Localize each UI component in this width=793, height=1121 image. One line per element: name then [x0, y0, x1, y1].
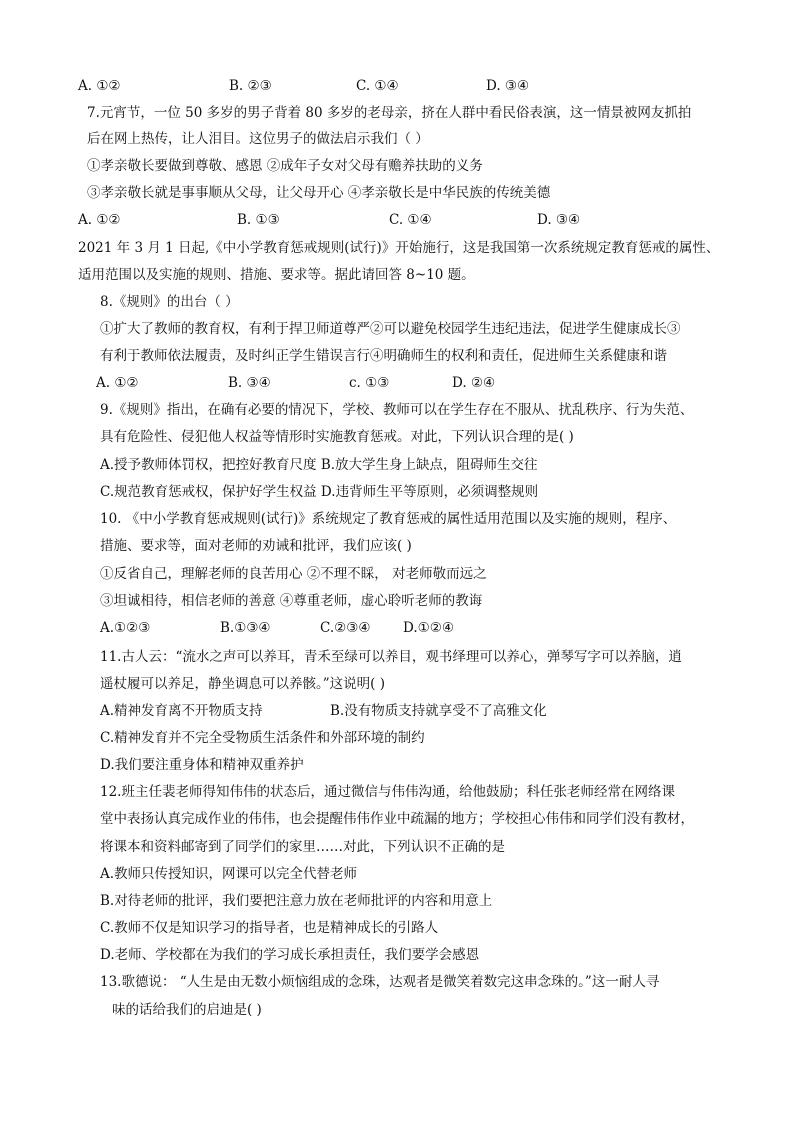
q9-options-line2: C.规范教育惩戒权，保护好学生权益 D.违背师生平等原则，必须调整规则	[100, 484, 539, 500]
q12-option-c: C.教师不仅是知识学习的指导者，也是精神成长的引路人	[100, 920, 439, 936]
q8-statements-line2: 有利于教师依法履责，及时纠正学生错误言行④明确师生的权利和责任，促进师生关系健康和谐	[100, 348, 667, 364]
q11-option-c: C.精神发育并不完全受物质生活条件和外部环境的制约	[100, 730, 425, 746]
q12-option-d: D.老师、学校都在为我们的学习成长承担责任，我们要学会感恩	[100, 947, 480, 963]
q9-stem-line2: 具有危险性、侵犯他人权益等情形时实施教育惩戒。对此，下列认识合理的是( )	[100, 429, 574, 445]
q11-stem-line1: 11.古人云：“流水之声可以养耳，青禾至绿可以养目，观书绎理可以养心，弹琴写字可以养脑，逍	[100, 649, 682, 665]
q9-stem-line1: 9.《规则》指出，在确有必要的情况下，学校、教师可以在学生存在不服从、扰乱秩序、行为失范、	[100, 402, 694, 418]
q7-statements-line1: ①孝亲敬长要做到尊敬、感恩 ②成年子女对父母有赡养扶助的义务	[87, 158, 483, 174]
q7-option-b: B. ①③	[237, 212, 280, 228]
q7-option-a: A. ①②	[78, 212, 121, 228]
q8-statements-line1: ①扩大了教师的教育权，有利于捍卫师道尊严②可以避免校园学生违纪违法，促进学生健康成长③	[100, 321, 681, 337]
q8-option-b: B. ③④	[228, 375, 271, 391]
q10-stem-line1: 10. 《中小学教育惩戒规则(试行)》系统规定了教育惩戒的属性适用范围以及实施的规则，程序、	[100, 511, 677, 527]
q6-option-b: B. ②③	[229, 78, 272, 94]
q6-option-d: D. ③④	[486, 78, 530, 94]
q7-option-c: C. ①④	[389, 212, 432, 228]
q8-stem: 8.《规则》的出台（ ）	[100, 294, 239, 310]
q8-option-a: A. ①②	[96, 375, 139, 391]
q10-option-c: C.②③④	[320, 620, 371, 636]
q11-stem-line2: 遥杖履可以养足，静坐调息可以养骸。”这说明( )	[100, 676, 385, 692]
q10-option-d: D.①②④	[403, 620, 454, 636]
q11-option-d: D.我们要注重身体和精神双重养护	[100, 757, 304, 773]
q6-option-a: A. ①②	[78, 78, 121, 94]
q13-stem-line2: 味的话给我们的启迪是( )	[112, 1002, 262, 1018]
q12-option-b: B.对待老师的批评，我们要把注意力放在老师批评的内容和用意上	[100, 893, 493, 909]
q11-option-a: A.精神发育离不开物质支持	[100, 703, 263, 719]
q9-options-line1: A.授予教师体罚权，把控好教育尺度 B.放大学生身上缺点，阻碍师生交往	[100, 457, 538, 473]
q11-option-b: B.没有物质支持就享受不了高雅文化	[330, 703, 547, 719]
q8-option-d: D. ②④	[452, 375, 496, 391]
q7-statements-line2: ③孝亲敬长就是事事顺从父母，让父母开心 ④孝亲敬长是中华民族的传统美德	[87, 185, 551, 201]
q12-option-a: A.教师只传授知识，网课可以完全代替老师	[100, 866, 358, 882]
q13-stem-line1: 13.歌德说： “人生是由无数小烦恼组成的念珠，达观者是微笑着数完这串念珠的。”这一耐人寻	[100, 974, 660, 990]
q7-stem-line1: 7.元宵节，一位 50 多岁的男子背着 80 多岁的老母亲，挤在人群中看民俗表演，这一情景被网友抓拍	[87, 105, 692, 121]
q10-option-a: A.①②③	[100, 620, 151, 636]
q7-option-d: D. ③④	[537, 212, 581, 228]
intro-line2: 适用范围以及实施的规则、措施、要求等。据此请回答 8~10 题。	[78, 267, 475, 283]
q10-stem-line2: 措施、要求等，面对老师的劝诫和批评，我们应该( )	[100, 538, 412, 554]
q8-option-c: c. ①③	[349, 375, 390, 391]
q7-stem-line2: 后在网上热传，让人泪目。这位男子的做法启示我们（ ）	[87, 131, 429, 147]
q6-option-c: C. ①④	[356, 78, 399, 94]
q12-stem-line3: 将课本和资料邮寄到了同学们的家里……对此，下列认识不正确的是	[100, 839, 505, 855]
q12-stem-line2: 堂中表扬认真完成作业的伟伟，也会提醒伟伟作业中疏漏的地方；学校担心伟伟和同学们没有教材，	[100, 811, 694, 827]
q12-stem-line1: 12.班主任裴老师得知伟伟的状态后，通过微信与伟伟沟通，给他鼓励；科任张老师经常在网络课	[100, 784, 675, 800]
q10-statements-line2: ③坦诚相待，相信老师的善意 ④尊重老师，虚心聆听老师的教诲	[100, 593, 483, 609]
q10-statements-line1: ①反省自己，理解老师的良苦用心 ②不理不睬， 对老师敬而远之	[100, 566, 487, 582]
q10-option-b: B.①③④	[220, 620, 271, 636]
intro-line1: 2021 年 3 月 1 日起,《中小学教育惩戒规则(试行)》开始施行，这是我国第一次系统规定教育惩戒的属性、	[78, 240, 720, 256]
